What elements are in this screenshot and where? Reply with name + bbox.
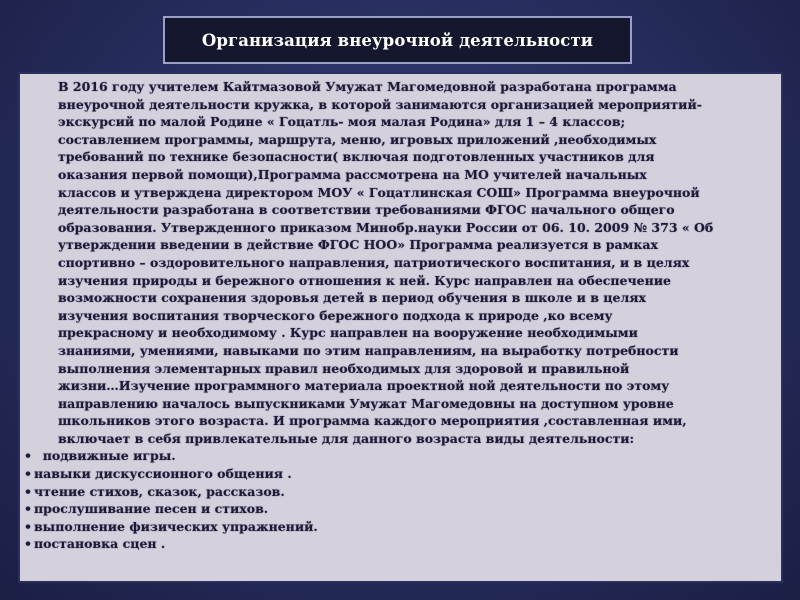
list-item [24, 447, 767, 465]
paragraph-line: утверждении введении в действие ФГОС НОО» Программа реализуется в рамках [58, 237, 658, 253]
activities-list [24, 447, 767, 553]
paragraph-line: возможности сохранения здоровья детей в период обучения в школе и в целях [58, 290, 646, 306]
paragraph-line: В 2016 году учителем Кайтмазовой Умужат Магомедовной разработана программа [58, 79, 677, 94]
paragraph-line: оказания первой помощи),Программа рассмотрена на МО учителей начальных [58, 166, 647, 182]
list-item [24, 518, 767, 536]
paragraph-line: изучения природы и бережного отношения к ней. Курс направлен на обеспечение [58, 272, 671, 288]
paragraph-line: жизни…Изучение программного материала проектной ной деятельности по этому [58, 378, 670, 394]
list-item [24, 465, 767, 483]
bullet-icon: • [24, 466, 32, 482]
list-item-text: прослушивание песен и стихов. [34, 501, 269, 517]
paragraph-line: прекрасному и необходимому . Курс направлен на вооружение необходимыми [58, 325, 638, 341]
paragraph-line: деятельности разработана в соответствии требованиями ФГОС начального общего [58, 202, 675, 218]
body-paragraph [24, 78, 767, 447]
paragraph-line: классов и утверждена директором МОУ « Гоцатлинская СОШ» Программа внеурочной [58, 184, 700, 200]
paragraph-line: знаниями, умениями, навыками по этим направлениям, на выработку потребности [58, 342, 679, 358]
paragraph-line: включает в себя привлекательные для данного возраста виды деятельности: [58, 430, 635, 446]
paragraph-line: спортивно – оздоровительного направления, патриотического воспитания, и в целях [58, 254, 690, 270]
list-item [24, 535, 767, 553]
paragraph-line: образования. Утвержденного приказом Минобр.науки России от 06. 10. 2009 № 373 « Об [58, 219, 714, 235]
list-item-text: чтение стихов, сказок, рассказов. [34, 483, 285, 499]
slide-title: Организация внеурочной деятельности [201, 30, 594, 50]
bullet-icon: • [24, 501, 32, 517]
list-item-text: навыки дискуссионного общения . [34, 466, 292, 482]
list-item-text: подвижные игры. [34, 448, 176, 464]
paragraph-line: внеурочной деятельности кружка, в которой занимаются организацией мероприятий- [58, 96, 702, 112]
bullet-icon: • [24, 536, 32, 552]
slide-content-box [18, 72, 783, 583]
paragraph-line: требований по технике безопасности( включая подготовленных участников для [58, 149, 655, 165]
paragraph-line: экскурсий по малой Родине « Гоцатль- моя малая Родина» для 1 – 4 классов; [58, 114, 626, 130]
paragraph-line: выполнения элементарных правил необходимых для здоровой и правильной [58, 360, 630, 376]
list-item-text: выполнение физических упражнений. [34, 518, 318, 534]
paragraph-line: изучения воспитания творческого бережного подхода к природе ,ко всему [58, 307, 613, 323]
paragraph-line: школьников этого возраста. И программа каждого мероприятия ,составленная ими, [58, 413, 687, 429]
bullet-icon: • [24, 448, 32, 464]
paragraph-line: составлением программы, маршрута, меню, игровых приложений ,необходимых [58, 131, 657, 147]
bullet-icon: • [24, 518, 32, 534]
paragraph-line: направлению началось выпускниками Умужат Магомедовны на доступном уровне [58, 395, 674, 411]
list-item-text: постановка сцен . [34, 536, 166, 552]
slide-title-box [163, 16, 632, 64]
list-item [24, 500, 767, 518]
list-item [24, 483, 767, 501]
bullet-icon: • [24, 483, 32, 499]
